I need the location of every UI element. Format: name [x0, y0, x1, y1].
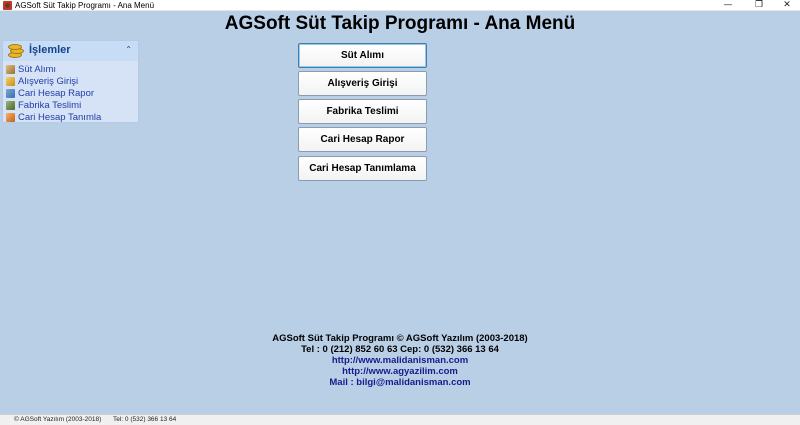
sidebar-item-label: Alışveriş Girişi	[18, 75, 79, 87]
collapse-icon[interactable]: ⌃	[125, 45, 132, 54]
footer-copyright: AGSoft Süt Takip Programı © AGSoft Yazılım (2003-2018)	[272, 333, 528, 344]
sidebar-item-label: Cari Hesap Tanımla	[18, 111, 102, 123]
cart-icon	[6, 77, 15, 86]
footer-info	[200, 333, 600, 388]
cari-hesap-tanimlama-button[interactable]: Cari Hesap Tanımlama	[298, 156, 427, 181]
sidebar-item-sut-alimi[interactable]	[6, 63, 101, 75]
sidebar-item-alisveris-girisi[interactable]	[6, 75, 101, 87]
status-phone: Tel: 0 (532) 366 13 64	[113, 416, 177, 423]
report-icon	[6, 89, 15, 98]
sut-alimi-button[interactable]: Süt Alımı	[298, 43, 427, 68]
window-title: AGSoft Süt Takip Programı - Ana Menü	[15, 1, 155, 10]
factory-icon	[6, 101, 15, 110]
sidebar-item-label: Cari Hesap Rapor	[18, 87, 95, 99]
sidebar-item-label: Fabrika Teslimi	[18, 99, 82, 111]
maximize-button[interactable]: ❐	[754, 0, 764, 10]
cari-hesap-rapor-button[interactable]: Cari Hesap Rapor	[298, 127, 427, 152]
operations-panel-header[interactable]	[3, 41, 138, 61]
page-title: AGSoft Süt Takip Programı - Ana Menü	[224, 13, 576, 34]
alisveris-girisi-button[interactable]: Alışveriş Girişi	[298, 71, 427, 96]
sidebar-item-cari-hesap-rapor[interactable]	[6, 87, 101, 99]
footer-mail[interactable]: Mail : bilgi@malidanisman.com	[329, 377, 471, 388]
pen-icon	[6, 113, 15, 122]
minimize-button[interactable]: —	[723, 0, 733, 10]
status-bar	[0, 414, 800, 425]
fabrika-teslimi-button[interactable]: Fabrika Teslimi	[298, 99, 427, 124]
operations-list	[6, 63, 101, 123]
coins-icon	[6, 43, 26, 59]
footer-url-agyazilim[interactable]: http://www.agyazilim.com	[342, 366, 458, 377]
sidebar-item-cari-hesap-tanimla[interactable]	[6, 111, 101, 123]
operations-panel	[2, 40, 139, 123]
footer-phones: Tel : 0 (212) 852 60 63 Cep: 0 (532) 366 13 64	[301, 344, 499, 355]
footer-url-malidanisman[interactable]: http://www.malidanisman.com	[331, 355, 469, 366]
status-copyright: © AGSoft Yazılım (2003-2018)	[14, 416, 102, 423]
close-button[interactable]: ✕	[783, 0, 791, 10]
milk-icon	[6, 65, 15, 74]
window-titlebar	[0, 0, 800, 11]
operations-panel-title: İşlemler	[29, 44, 71, 56]
sidebar-item-fabrika-teslimi[interactable]	[6, 99, 101, 111]
sidebar-item-label: Süt Alımı	[18, 63, 57, 75]
app-icon	[3, 1, 12, 10]
